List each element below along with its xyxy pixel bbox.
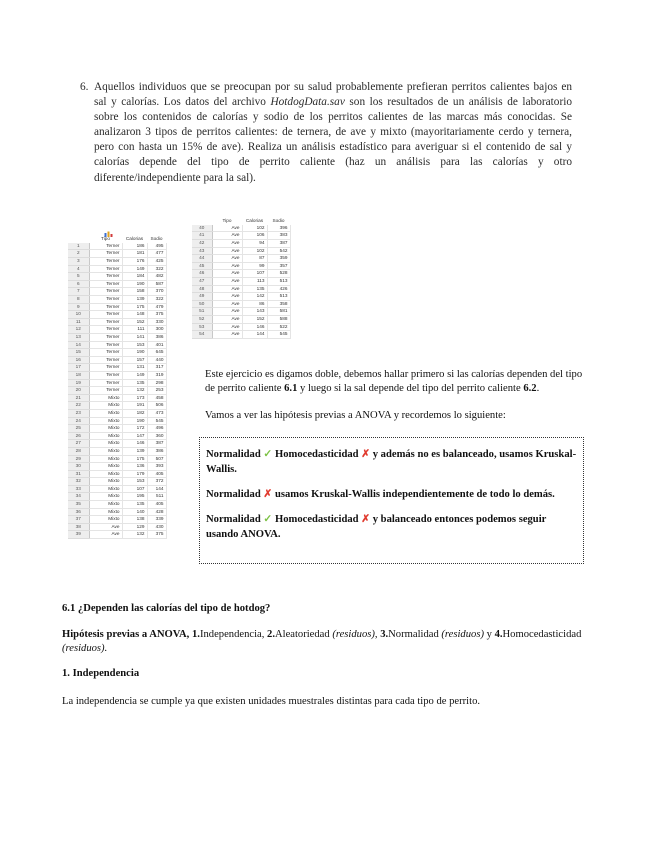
cell-sodio: 401	[147, 341, 166, 349]
cell-tipo: Ave	[212, 240, 242, 248]
cell-calorias: 158	[122, 288, 147, 296]
table-row	[68, 463, 166, 471]
cell-tipo: Terner	[89, 334, 122, 342]
table-row	[68, 417, 166, 425]
cell-calorias: 142	[242, 293, 267, 301]
cell-calorias: 139	[122, 296, 147, 304]
cell-sodio: 358	[267, 300, 290, 308]
table-row	[192, 262, 290, 270]
exercise-explanation	[205, 368, 587, 435]
cell-tipo: Terner	[89, 296, 122, 304]
row-number: 45	[192, 262, 212, 270]
cell-sodio: 383	[267, 232, 290, 240]
cell-sodio: 253	[147, 387, 166, 395]
cell-calorias: 86	[242, 300, 267, 308]
cell-sodio: 513	[267, 293, 290, 301]
cell-calorias: 190	[122, 349, 147, 357]
col-header-tipo: Tipo	[101, 236, 110, 242]
cell-calorias: 143	[242, 308, 267, 316]
hypotheses-paragraph: Hipótesis previas a ANOVA, 1.Independencia, 2.Aleatoriedad (residuos), 3.Normalidad (residuos) y 4.Homocedasticidad (residuos).	[62, 629, 582, 654]
row-number: 21	[68, 394, 89, 402]
table-row	[192, 255, 290, 263]
cell-tipo: Mixto	[89, 501, 122, 509]
table-row	[192, 225, 290, 232]
independence-paragraph: La independencia se cumple ya que existen unidades muestrales distintas para cada tipo de perrito.	[62, 696, 481, 707]
cell-sodio: 322	[147, 296, 166, 304]
cell-tipo: Ave	[212, 247, 242, 255]
cell-tipo: Mixto	[89, 394, 122, 402]
table-row	[68, 326, 166, 334]
cell-sodio: 581	[267, 308, 290, 316]
cell-tipo: Terner	[89, 303, 122, 311]
cell-sodio: 428	[147, 508, 166, 516]
cell-sodio: 430	[147, 523, 166, 531]
row-number: 16	[68, 356, 89, 364]
cell-sodio: 357	[267, 262, 290, 270]
cell-tipo: Ave	[212, 262, 242, 270]
table-row	[192, 278, 290, 286]
row-number: 47	[192, 278, 212, 286]
cell-calorias: 148	[122, 311, 147, 319]
cell-sodio: 528	[267, 270, 290, 278]
table-row	[68, 356, 166, 364]
row-number: 42	[192, 240, 212, 248]
row-number: 37	[68, 516, 89, 524]
cell-tipo: Ave	[212, 323, 242, 331]
cell-sodio: 298	[147, 379, 166, 387]
cell-sodio: 386	[147, 447, 166, 455]
cell-calorias: 152	[242, 316, 267, 324]
cell-calorias: 136	[122, 463, 147, 471]
table-row	[68, 280, 166, 288]
row-number: 9	[68, 303, 89, 311]
cell-calorias: 111	[122, 326, 147, 334]
cell-calorias: 99	[242, 262, 267, 270]
cell-tipo: Terner	[89, 387, 122, 395]
row-number: 5	[68, 273, 89, 281]
row-number: 31	[68, 470, 89, 478]
table-row	[68, 265, 166, 273]
table-row	[68, 516, 166, 524]
cell-calorias: 131	[122, 364, 147, 372]
row-number: 54	[192, 331, 212, 339]
cell-calorias: 107	[242, 270, 267, 278]
row-number: 52	[192, 316, 212, 324]
table-row	[68, 485, 166, 493]
cell-tipo: Terner	[89, 280, 122, 288]
cell-calorias: 106	[242, 232, 267, 240]
row-number: 30	[68, 463, 89, 471]
cell-tipo: Ave	[212, 285, 242, 293]
cell-sodio: 440	[147, 356, 166, 364]
cell-tipo: Mixto	[89, 432, 122, 440]
cell-tipo: Terner	[89, 288, 122, 296]
cell-calorias: 191	[122, 402, 147, 410]
table-row	[192, 240, 290, 248]
rule-3: Normalidad ✓ Homocedasticidad ✗ y balanceado entonces podemos seguir usando ANOVA.	[206, 514, 547, 540]
row-number: 26	[68, 432, 89, 440]
table-row	[192, 308, 290, 316]
file-name: HotdogData.sav	[270, 96, 345, 109]
intro-paragraph: Este ejercicio es digamos doble, debemos hallar primero si las calorías dependen del tipo de perrito caliente 6.1 y luego si la sal depende del tipo del perrito caliente 6.2.	[205, 369, 583, 395]
table-row	[68, 288, 166, 296]
col-header-calorias: Calorias	[125, 236, 144, 242]
cell-sodio: 359	[267, 255, 290, 263]
row-number: 34	[68, 493, 89, 501]
cell-calorias: 102	[242, 225, 267, 232]
table-row	[68, 371, 166, 379]
table-row	[68, 493, 166, 501]
cell-sodio: 339	[147, 516, 166, 524]
row-number: 11	[68, 318, 89, 326]
cell-sodio: 477	[147, 250, 166, 258]
table-row	[68, 334, 166, 342]
cell-calorias: 139	[122, 447, 147, 455]
row-number: 50	[192, 300, 212, 308]
cell-sodio: 587	[147, 280, 166, 288]
cell-calorias: 190	[122, 417, 147, 425]
table-row	[68, 364, 166, 372]
cell-calorias: 157	[122, 356, 147, 364]
table-row	[68, 470, 166, 478]
cell-sodio: 473	[147, 409, 166, 417]
table-row	[68, 508, 166, 516]
cell-sodio: 495	[147, 243, 166, 250]
cell-tipo: Mixto	[89, 402, 122, 410]
row-number: 25	[68, 425, 89, 433]
row-number: 17	[68, 364, 89, 372]
cell-tipo: Terner	[89, 273, 122, 281]
row-number: 35	[68, 501, 89, 509]
cell-calorias: 107	[122, 485, 147, 493]
cell-tipo: Mixto	[89, 409, 122, 417]
table-row	[68, 243, 166, 250]
table-row	[68, 311, 166, 319]
table-row	[68, 296, 166, 304]
cell-tipo: Ave	[212, 225, 242, 232]
cell-sodio: 370	[147, 288, 166, 296]
problem-text: Aquellos individuos que se preocupan por su salud probablemente prefieran perritos calientes bajos en sal y calorías. Los datos del archivo HotdogData.sav son los resultados de un análisis de laboratorio sobre los contenidos de calorías y sodio de los perritos calientes de las marcas más conocidas. Se analizaron 3 tipos de perritos calientes: de ternera, de ave y mixto (mayoritariamente cerdo y ternera, pero con hasta un 15% de ave). Realiza un análisis estadístico para averiguar si el contenido de sal y calorías depende del tipo de perrito caliente (haz un análisis para las calorías y otro diferente/independiente para la sal).	[94, 81, 572, 184]
cell-sodio: 645	[147, 349, 166, 357]
anova-intro-paragraph: Vamos a ver las hipótesis previas a ANOVA y recordemos lo siguiente:	[205, 409, 506, 421]
cell-tipo: Terner	[89, 356, 122, 364]
cell-tipo: Mixto	[89, 463, 122, 471]
col-header-sodio: Sodio	[272, 218, 285, 224]
cell-calorias: 113	[242, 278, 267, 286]
row-number: 7	[68, 288, 89, 296]
cell-sodio: 405	[147, 501, 166, 509]
cell-sodio: 458	[147, 394, 166, 402]
cell-sodio: 144	[147, 485, 166, 493]
cell-tipo: Ave	[89, 531, 122, 539]
cell-tipo: Terner	[89, 371, 122, 379]
cell-tipo: Terner	[89, 265, 122, 273]
cell-tipo: Terner	[89, 379, 122, 387]
cell-calorias: 190	[122, 280, 147, 288]
table-row	[68, 531, 166, 539]
row-number: 48	[192, 285, 212, 293]
cell-tipo: Ave	[212, 300, 242, 308]
row-number: 1	[68, 243, 89, 250]
cell-sodio: 479	[147, 303, 166, 311]
table-row	[68, 447, 166, 455]
col-header-calorias: Calorias	[245, 218, 264, 224]
cell-tipo: Terner	[89, 341, 122, 349]
cell-calorias: 132	[122, 387, 147, 395]
cross-icon: ✗	[263, 489, 273, 500]
cell-sodio: 513	[267, 278, 290, 286]
cell-tipo: Mixto	[89, 493, 122, 501]
table-row	[68, 409, 166, 417]
cell-calorias: 175	[122, 455, 147, 463]
subsection-heading: 1. Independencia	[62, 668, 140, 679]
cell-calorias: 102	[242, 247, 267, 255]
row-number: 14	[68, 341, 89, 349]
table-row	[68, 303, 166, 311]
row-number: 8	[68, 296, 89, 304]
cell-tipo: Mixto	[89, 440, 122, 448]
row-number: 49	[192, 293, 212, 301]
cell-sodio: 507	[147, 455, 166, 463]
cell-sodio: 319	[147, 371, 166, 379]
cell-tipo: Ave	[212, 255, 242, 263]
row-number: 10	[68, 311, 89, 319]
row-number: 15	[68, 349, 89, 357]
table-row	[192, 247, 290, 255]
table-row	[68, 250, 166, 258]
cell-sodio: 375	[147, 531, 166, 539]
cell-sodio: 545	[147, 417, 166, 425]
table-row	[68, 432, 166, 440]
table-row	[68, 379, 166, 387]
cell-sodio: 386	[147, 334, 166, 342]
table-row	[68, 318, 166, 326]
cell-sodio: 300	[147, 326, 166, 334]
row-number: 13	[68, 334, 89, 342]
row-number: 27	[68, 440, 89, 448]
cell-tipo: Ave	[89, 523, 122, 531]
cell-sodio: 393	[147, 463, 166, 471]
data-table-right	[192, 218, 291, 339]
cell-tipo: Ave	[212, 270, 242, 278]
row-number: 2	[68, 250, 89, 258]
cell-calorias: 129	[122, 523, 147, 531]
cell-calorias: 146	[242, 323, 267, 331]
row-number: 18	[68, 371, 89, 379]
problem-statement	[80, 80, 572, 186]
cell-calorias: 175	[122, 303, 147, 311]
cross-icon: ✗	[361, 449, 371, 460]
col-header-sodio: Sodio	[150, 236, 163, 242]
cell-tipo: Mixto	[89, 470, 122, 478]
cell-sodio: 588	[267, 316, 290, 324]
cell-sodio: 317	[147, 364, 166, 372]
cell-calorias: 132	[122, 531, 147, 539]
row-number: 20	[68, 387, 89, 395]
row-number: 39	[68, 531, 89, 539]
table-row	[192, 300, 290, 308]
cell-tipo: Mixto	[89, 516, 122, 524]
cell-sodio: 425	[147, 258, 166, 266]
cell-calorias: 172	[122, 425, 147, 433]
row-number: 4	[68, 265, 89, 273]
cell-calorias: 146	[122, 440, 147, 448]
cell-tipo: Ave	[212, 316, 242, 324]
cell-tipo: Ave	[212, 232, 242, 240]
section-heading: 6.1 ¿Dependen las calorías del tipo de hotdog?	[62, 603, 271, 614]
table-row	[68, 455, 166, 463]
cell-sodio: 506	[147, 402, 166, 410]
cell-calorias: 176	[122, 258, 147, 266]
cell-calorias: 153	[122, 478, 147, 486]
table-row	[68, 387, 166, 395]
cell-sodio: 545	[267, 331, 290, 339]
cell-calorias: 135	[122, 501, 147, 509]
cell-calorias: 149	[122, 371, 147, 379]
table-row	[68, 478, 166, 486]
row-number: 38	[68, 523, 89, 531]
cell-calorias: 135	[122, 379, 147, 387]
row-number: 44	[192, 255, 212, 263]
cell-sodio: 405	[147, 470, 166, 478]
cell-calorias: 140	[122, 508, 147, 516]
cell-calorias: 173	[122, 394, 147, 402]
row-number: 32	[68, 478, 89, 486]
table-row	[68, 501, 166, 509]
cell-tipo: Mixto	[89, 417, 122, 425]
row-number: 29	[68, 455, 89, 463]
cell-tipo: Terner	[89, 311, 122, 319]
cell-calorias: 94	[242, 240, 267, 248]
rule-1: Normalidad ✓ Homocedasticidad ✗ y además no es balanceado, usamos Kruskal-Wallis.	[206, 449, 577, 475]
cell-sodio: 387	[147, 440, 166, 448]
cell-sodio: 482	[147, 273, 166, 281]
cell-tipo: Terner	[89, 326, 122, 334]
table-row	[192, 331, 290, 339]
row-number: 53	[192, 323, 212, 331]
cell-tipo: Mixto	[89, 447, 122, 455]
cell-calorias: 152	[122, 318, 147, 326]
cell-sodio: 396	[267, 225, 290, 232]
table-row	[68, 273, 166, 281]
table-row	[68, 349, 166, 357]
cell-calorias: 195	[122, 493, 147, 501]
cell-sodio: 496	[147, 425, 166, 433]
cell-tipo: Terner	[89, 318, 122, 326]
check-icon: ✓	[263, 514, 273, 525]
cell-tipo: Terner	[89, 243, 122, 250]
cell-calorias: 144	[242, 331, 267, 339]
cell-sodio: 372	[147, 478, 166, 486]
cell-sodio: 542	[267, 247, 290, 255]
table-row	[68, 425, 166, 433]
cell-calorias: 135	[242, 285, 267, 293]
row-number: 46	[192, 270, 212, 278]
table-row	[68, 523, 166, 531]
row-number: 23	[68, 409, 89, 417]
cell-tipo: Terner	[89, 364, 122, 372]
table-row	[192, 285, 290, 293]
cross-icon: ✗	[361, 514, 371, 525]
table-row	[192, 323, 290, 331]
check-icon: ✓	[263, 449, 273, 460]
cell-calorias: 179	[122, 470, 147, 478]
row-number: 43	[192, 247, 212, 255]
cell-calorias: 153	[122, 341, 147, 349]
problem-number: 6.	[80, 81, 89, 93]
cell-tipo: Ave	[212, 308, 242, 316]
cell-tipo: Mixto	[89, 425, 122, 433]
row-number: 12	[68, 326, 89, 334]
cell-calorias: 181	[122, 250, 147, 258]
row-number: 22	[68, 402, 89, 410]
cell-sodio: 522	[267, 323, 290, 331]
cell-tipo: Mixto	[89, 455, 122, 463]
cell-calorias: 141	[122, 334, 147, 342]
data-table-left	[68, 236, 167, 539]
row-number: 40	[192, 225, 212, 232]
table-row	[192, 270, 290, 278]
cell-calorias: 87	[242, 255, 267, 263]
row-number: 51	[192, 308, 212, 316]
cell-tipo: Mixto	[89, 508, 122, 516]
row-number: 41	[192, 232, 212, 240]
row-number: 19	[68, 379, 89, 387]
cell-tipo: Ave	[212, 293, 242, 301]
cell-calorias: 147	[122, 432, 147, 440]
cell-tipo: Terner	[89, 349, 122, 357]
cell-sodio: 360	[147, 432, 166, 440]
col-header-tipo: Tipo	[222, 218, 232, 224]
cell-calorias: 149	[122, 265, 147, 273]
table-row	[68, 402, 166, 410]
decision-rules-box	[199, 437, 584, 564]
cell-sodio: 330	[147, 318, 166, 326]
cell-sodio: 375	[147, 311, 166, 319]
row-number: 3	[68, 258, 89, 266]
cell-calorias: 182	[122, 409, 147, 417]
cell-tipo: Terner	[89, 258, 122, 266]
row-number: 24	[68, 417, 89, 425]
row-number: 28	[68, 447, 89, 455]
cell-sodio: 426	[267, 285, 290, 293]
table-row	[192, 293, 290, 301]
row-number: 6	[68, 280, 89, 288]
cell-tipo: Mixto	[89, 485, 122, 493]
cell-calorias: 186	[122, 243, 147, 250]
table-row	[192, 232, 290, 240]
table-row	[68, 258, 166, 266]
table-row	[68, 440, 166, 448]
cell-tipo: Terner	[89, 250, 122, 258]
cell-sodio: 511	[147, 493, 166, 501]
cell-sodio: 387	[267, 240, 290, 248]
cell-sodio: 322	[147, 265, 166, 273]
row-number: 33	[68, 485, 89, 493]
table-row	[68, 394, 166, 402]
rule-2: Normalidad ✗ usamos Kruskal-Wallis independientemente de todo lo demás.	[206, 489, 555, 500]
cell-tipo: Ave	[212, 278, 242, 286]
cell-calorias: 184	[122, 273, 147, 281]
table-row	[192, 316, 290, 324]
row-number: 36	[68, 508, 89, 516]
cell-calorias: 138	[122, 516, 147, 524]
table-row	[68, 341, 166, 349]
cell-tipo: Ave	[212, 331, 242, 339]
cell-tipo: Mixto	[89, 478, 122, 486]
